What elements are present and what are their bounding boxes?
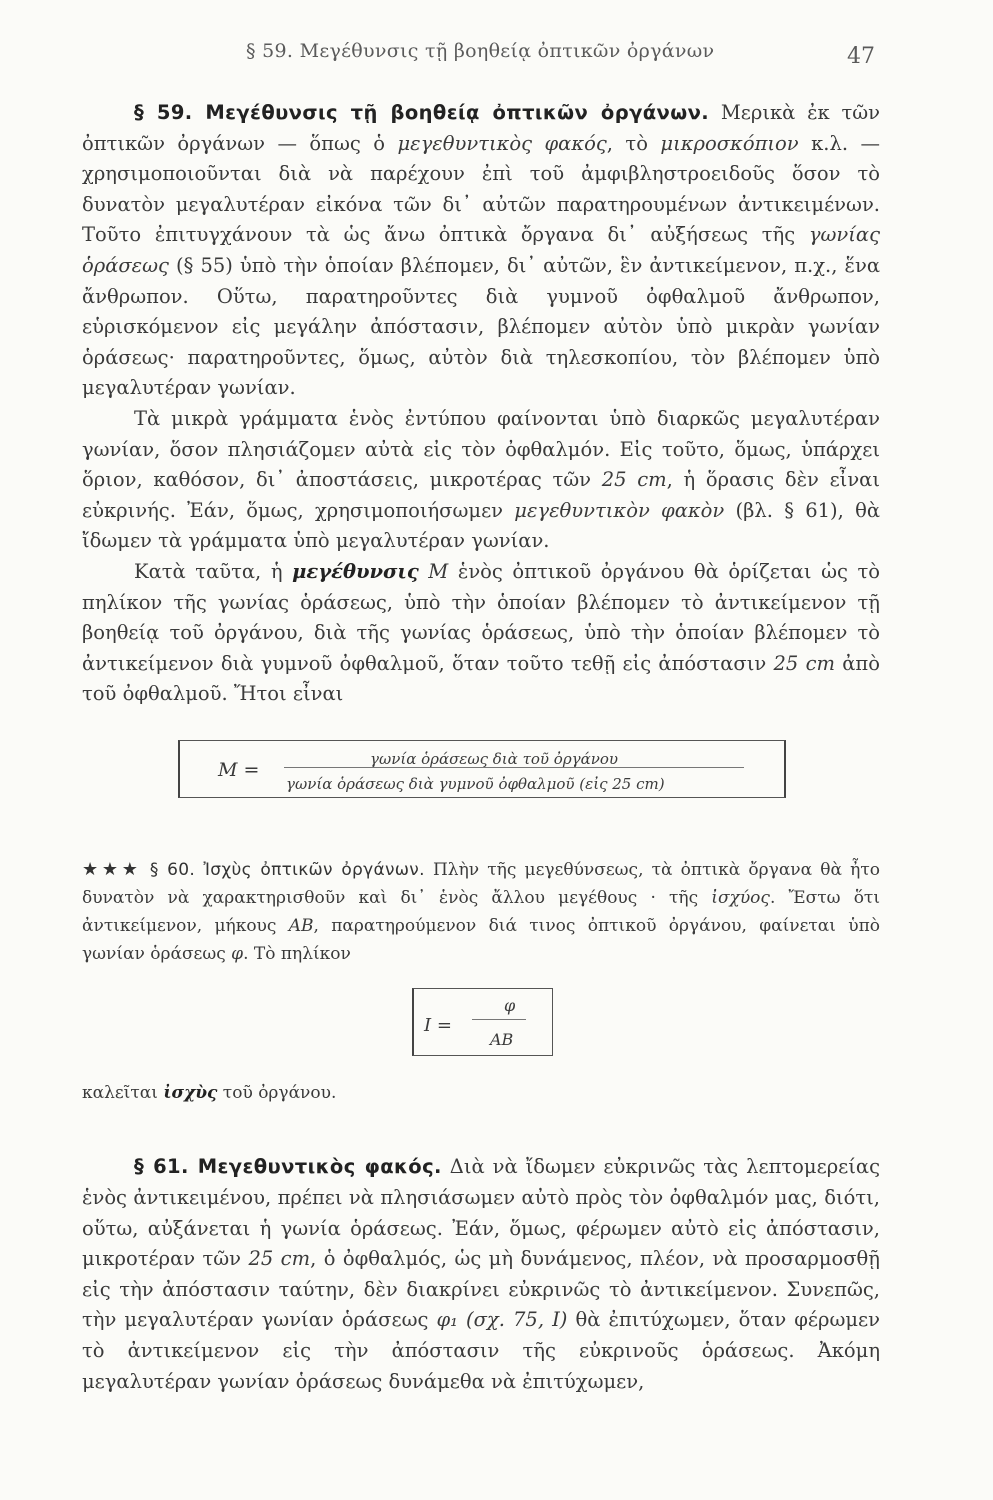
distance-value: 25 cm: [773, 651, 835, 675]
page-body: [82, 98, 880, 1397]
formula-numerator: γωνία ὁράσεως διὰ τοῦ ὀργάνου: [370, 749, 618, 768]
formula-denominator: AB: [490, 1029, 514, 1049]
formula-denominator: γωνία ὁράσεως διὰ γυμνοῦ ὀφθαλμοῦ (εἰς 25 cm): [286, 774, 665, 793]
formula-numerator: φ: [504, 995, 516, 1015]
text-run: , ἡ ὅρασις δὲν εἶναι εὐκρινής. Ἐάν, ὅμως, χρησιμοποιήσωμεν: [82, 468, 880, 522]
section-61-paragraph: [82, 1152, 880, 1397]
text-run: (§ 55) ὑπὸ τὴν ὁποίαν βλέπομεν, δι᾽ αὐτῶν, ἓν ἀντικείμενον, π.χ., ἕνα ἄνθρωπον. Οὕτω, παρατηροῦντες διὰ γυμνοῦ ὀφθαλμοῦ ἄνθρωπον, εὑρισκόμενον εἰς μεγάλην ἀπόστασιν, βλέπομεν αὐτὸν ὑπὸ μικρὰν γωνίαν ὁράσεως· παρατηροῦντες, ὅμως, αὐτὸν διὰ τηλεσκοπίου, τὸν βλέπομεν ὑπὸ μεγαλυτέραν γωνίαν.: [82, 253, 880, 400]
text-run: Μερικὰ ἐκ τῶν ὀπτικῶν ὀργάνων — ὅπως ὁ: [82, 101, 880, 155]
distance-value: 25 cm: [248, 1247, 311, 1271]
text-run: Τὰ μικρὰ γράμματα ἑνὸς ἐντύπου φαίνονται ὑπὸ διαρκῶς μεγαλυτέραν γωνίαν, ὅσον πλησιάζομεν αὐτὰ εἰς τὸν ὀφθαλμόν. Εἰς τοῦτο, ὅμως, ὑπάρχει ὅριον, καθόσον, δι᾽ ἀποστάσεις, μικροτέρας τῶν: [82, 406, 880, 492]
running-header: [246, 40, 875, 69]
formula-lhs: M =: [218, 758, 260, 781]
distance-value: 25 cm: [601, 468, 667, 492]
term-magnification: μεγέθυνσις: [292, 559, 419, 583]
text-run: , τὸ: [606, 131, 661, 155]
symbol-ab: AB: [288, 915, 314, 936]
text-run: . Ἔστω ὅτι ἀντικείμενον, μήκους: [82, 887, 880, 936]
section-59-paragraph-3: [82, 557, 880, 710]
term-magnifying-lens: μεγεθυντικὸν φακὸν: [514, 498, 725, 522]
text-run: (βλ. § 61), θὰ ἴδωμεν τὰ γράμματα ὑπὸ μεγαλυτέραν γωνίαν.: [82, 498, 880, 553]
fraction-bar: [472, 1019, 526, 1020]
text-run: καλεῖται: [82, 1082, 164, 1103]
power-definition: [82, 1078, 880, 1109]
term-microscope: μικροσκόπιον: [660, 131, 799, 155]
text-run: ἑνὸς ὀπτικοῦ ὀργάνου θὰ ὁρίζεται ὡς τὸ πηλίκον τῆς γωνίας ὁράσεως, ὑπὸ τὴν ὁποίαν βλέπομεν τὸ ἀντικείμενον τῇ βοηθείᾳ τοῦ ὀργάνου, διὰ τῆς γωνίας ὁράσεως, ὑπὸ τὴν ὁποίαν βλέπομεν τὸ ἀντικείμενον διὰ γυμνοῦ ὀφθαλμοῦ, ὅταν τοῦτο τεθῇ εἰς ἀπόστασιν: [82, 559, 881, 675]
running-title: § 59. Μεγέθυνσις τῇ βοηθείᾳ ὀπτικῶν ὀργάνων: [246, 40, 715, 62]
text-run: , ὁ ὀφθαλμός, ὡς μὴ δυνάμενος, πλέον, νὰ προσαρμοσθῇ εἰς τὴν ἀπόστασιν ταύτην, δὲν διακρίνει εὐκρινῶς τὸ ἀντικείμενον. Συνεπῶς, τὴν μεγαλυτέραν γωνίαν ὁράσεως: [82, 1247, 880, 1332]
text-run: Κατὰ ταῦτα, ἡ: [134, 559, 293, 583]
term-visual-angle: γωνίας ὁράσεως: [82, 223, 880, 277]
text-run: τοῦ ὀργάνου.: [217, 1082, 337, 1103]
formula-lhs: I =: [424, 1014, 452, 1036]
symbol-phi: φ: [231, 943, 244, 964]
text-run: , παρατηρούμενον διά τινος ὀπτικοῦ ὀργάνου, φαίνεται ὑπὸ γωνίαν ὁράσεως: [82, 915, 880, 964]
text-run: θὰ ἐπιτύχωμεν, ὅταν φέρωμεν τὸ ἀντικείμενον εἰς τὴν ἀπόστασιν τῆς εὐκρινοῦς ὁράσεως. Ἀκόμη μεγαλυτέραν γωνίαν ὁράσεως δυνάμεθα νὰ ἐπιτύχωμεν,: [82, 1308, 880, 1393]
power-formula: [412, 988, 553, 1056]
section-59-paragraph-1: [82, 98, 880, 404]
page-number: 47: [847, 44, 875, 69]
text-run: ἀπὸ τοῦ ὀφθαλμοῦ. Ἤτοι εἶναι: [82, 651, 880, 706]
term-magnifying-lens: μεγεθυντικὸς φακός: [397, 131, 607, 155]
section-60-paragraph: [82, 856, 880, 968]
term-power: ἰσχὺς: [163, 1082, 218, 1103]
symbol-phi1: φ₁ (σχ. 75, I): [436, 1308, 568, 1332]
section-59-heading: § 59. Μεγέθυνσις τῇ βοηθείᾳ ὀπτικῶν ὀργάνων.: [134, 101, 710, 124]
text-run: . Τὸ πηλίκον: [243, 943, 351, 964]
section-59-paragraph-2: [82, 404, 880, 557]
symbol-m: M: [418, 559, 449, 583]
section-61-heading: § 61. Μεγεθυντικὸς φακός.: [134, 1155, 442, 1179]
text-run: Διὰ νὰ ἴδωμεν εὐκρινῶς τὰς λεπτομερείας ἑνὸς ἀντικειμένου, πρέπει νὰ πλησιάσωμεν αὐτὸ πρὸς τὸν ὀφθαλμόν μας, διότι, οὕτω, αὐξάνεται ἡ γωνία ὁράσεως. Ἐάν, ὅμως, φέρωμεν αὐτὸ εἰς ἀπόστασιν, μικροτέραν τῶν: [82, 1155, 880, 1271]
text-run: κ.λ. — χρησιμοποιοῦνται διὰ νὰ παρέχουν ἐπὶ τοῦ ἀμφιβληστροειδοῦς ὅσον τὸ δυνατὸν μεγαλυτέραν εἰκόνα τῶν δι᾽ αὐτῶν παρατηρουμένων ἀντικειμένων. Τοῦτο ἐπιτυγχάνουν τὰ ὡς ἄνω ὀπτικὰ ὄργανα δι᾽ αὐξήσεως τῆς: [82, 131, 880, 247]
section-60-heading: § 60. Ἰσχὺς ὀπτικῶν ὀργάνων.: [149, 859, 425, 880]
magnification-formula: [178, 740, 786, 798]
difficulty-stars-icon: ★★★: [82, 858, 142, 880]
term-power: ἰσχύος: [711, 887, 770, 908]
fraction-bar: [284, 767, 744, 768]
text-run: Πλὴν τῆς μεγεθύνσεως, τὰ ὀπτικὰ ὄργανα θὰ ἦτο δυνατὸν νὰ χαρακτηρισθοῦν καὶ δι᾽ ἑνὸς ἄλλου μεγέθους · τῆς: [82, 859, 880, 908]
